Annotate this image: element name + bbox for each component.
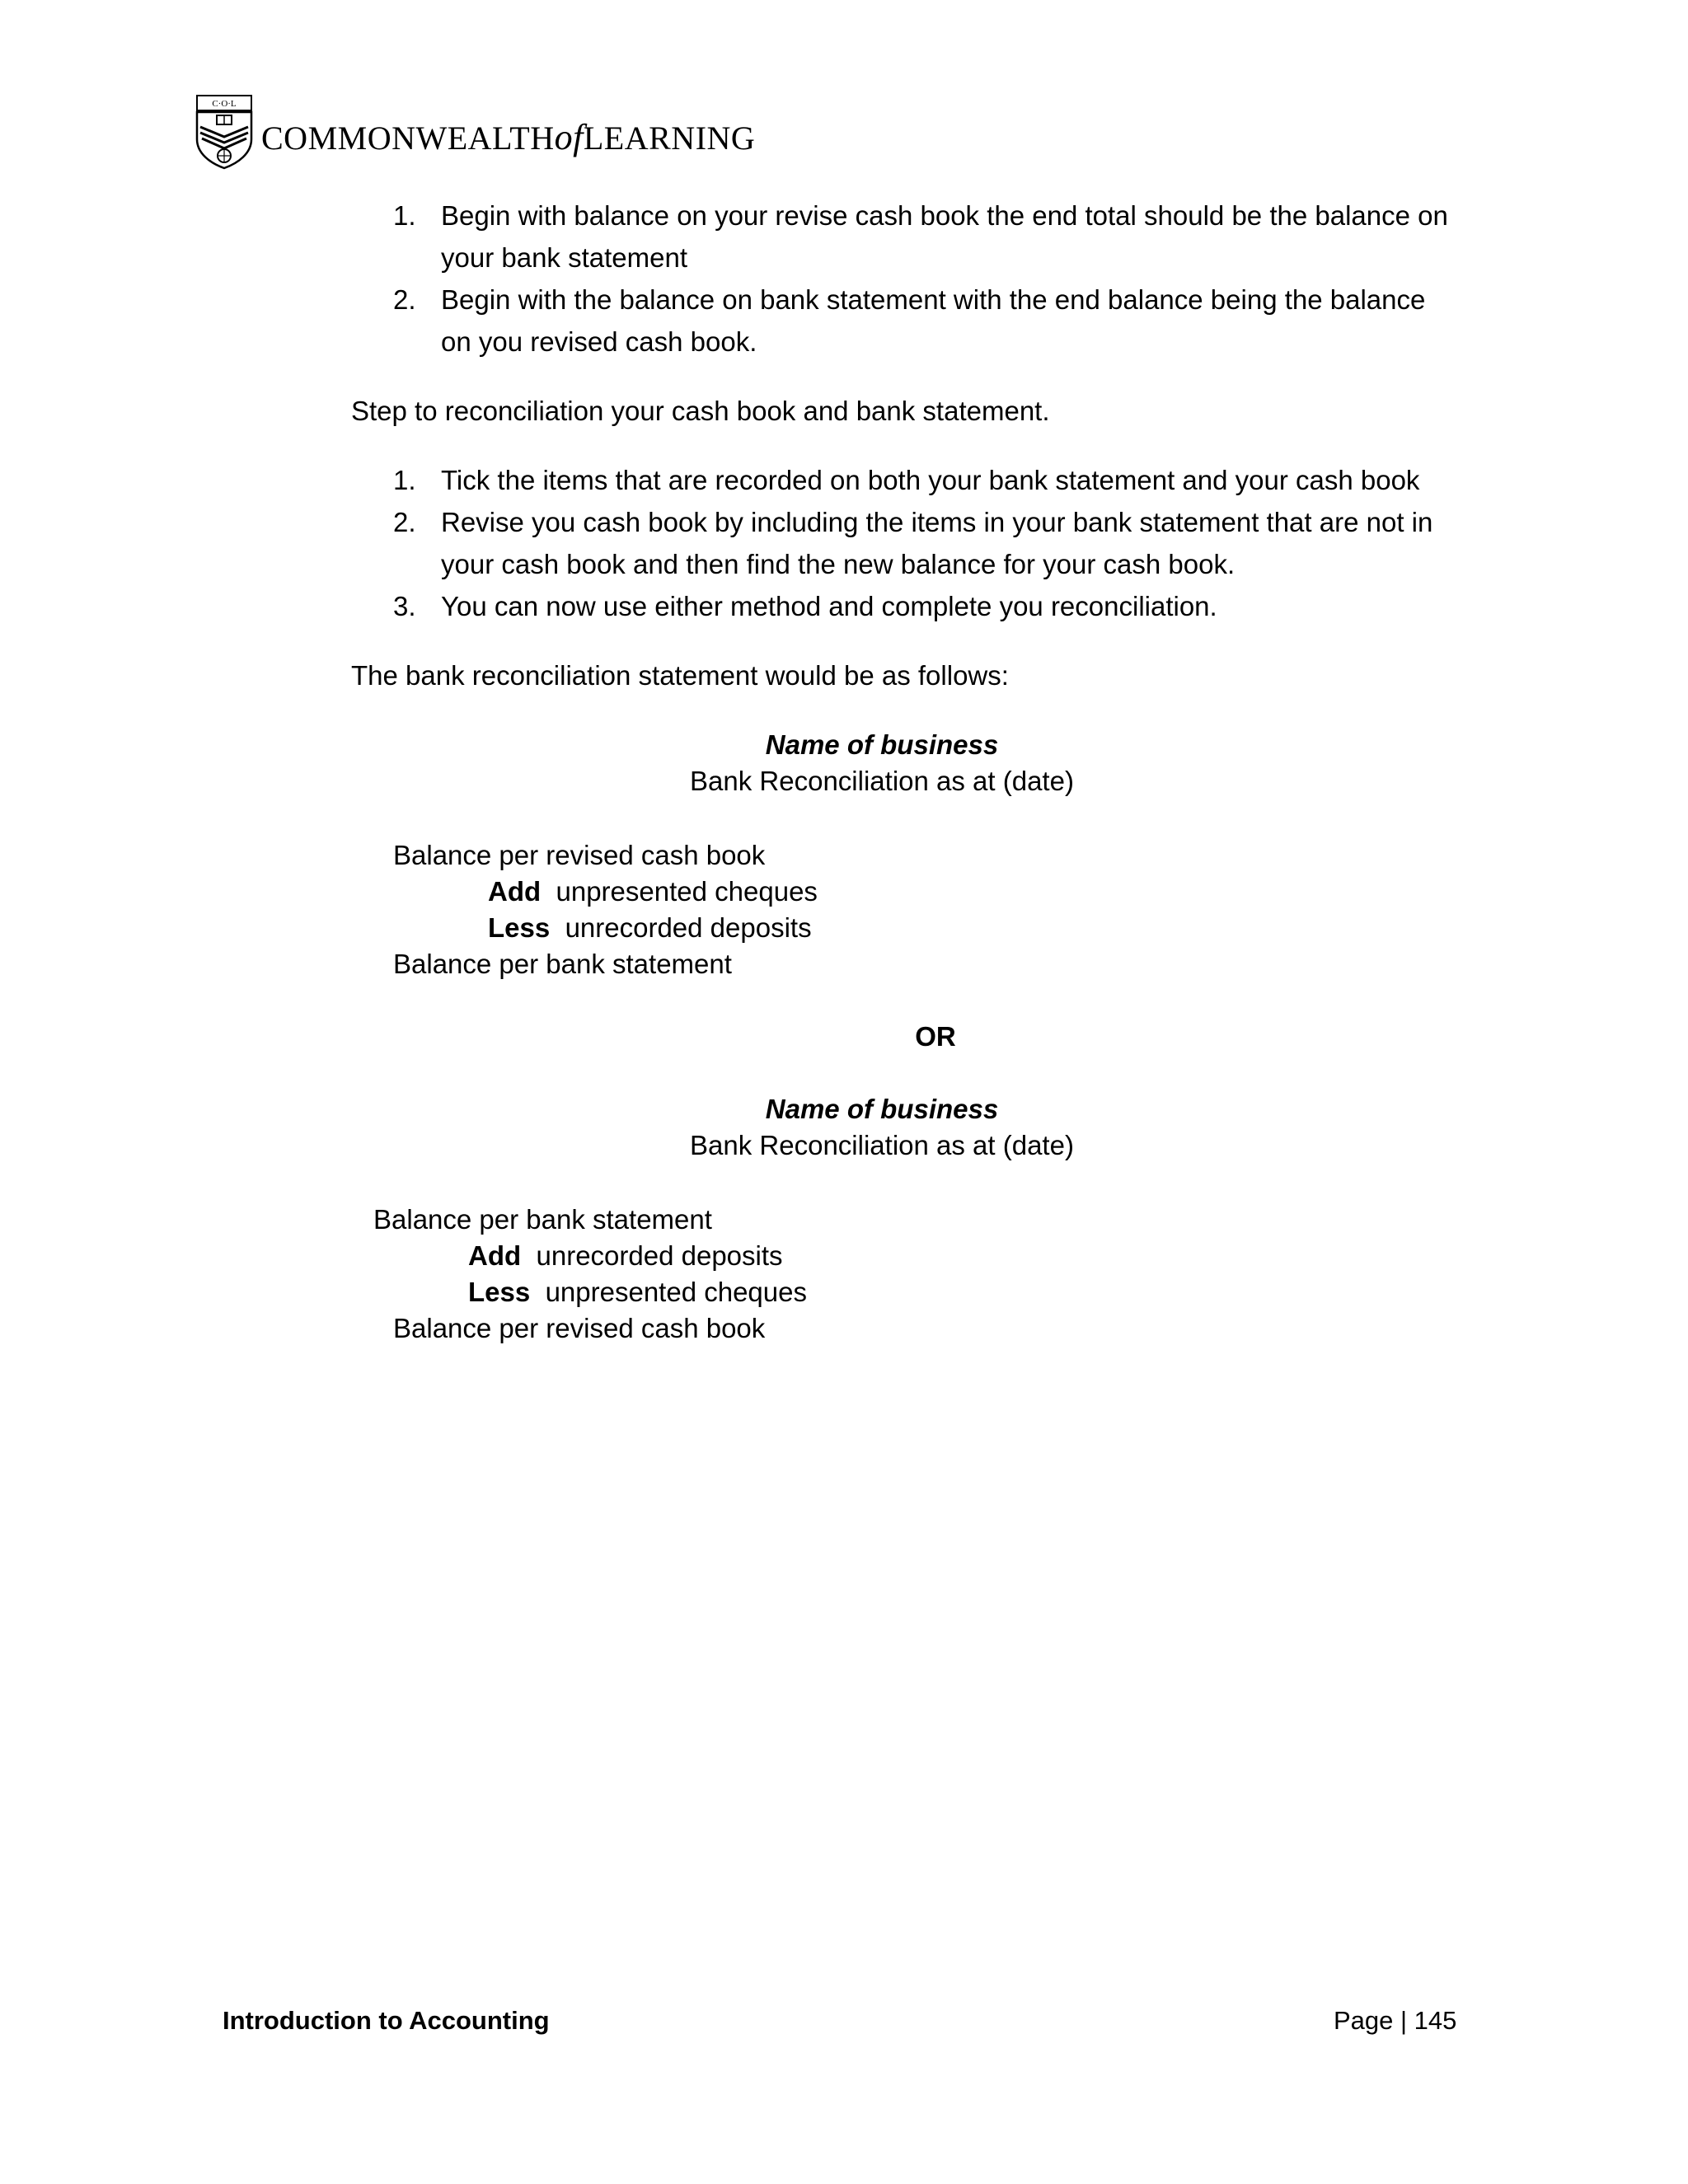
statement-1-business-name: Name of business [765, 729, 999, 760]
statement-1-less-line [488, 914, 812, 941]
step-2-line-2: your cash book and then find the new balance for your cash book. [441, 549, 1236, 579]
statement-2-add-line [468, 1242, 783, 1269]
step-1-number: 1. [393, 465, 416, 495]
method-2-number: 2. [393, 284, 416, 315]
statement-2-less-line [468, 1278, 807, 1305]
logo-word-commonwealth: COMMONWEALTH [261, 119, 555, 157]
statement-1-subtitle: Bank Reconciliation as at (date) [690, 766, 1074, 796]
statement-1-add-line [488, 878, 818, 905]
statement-2-less-label: Less [468, 1277, 531, 1307]
step-2-number: 2. [393, 507, 416, 537]
footer-page-number: Page | 145 [1334, 2006, 1457, 2035]
statement-1-add-text: unpresented cheques [556, 876, 818, 907]
statement-2-line-4: Balance per revised cash book [393, 1313, 766, 1343]
method-1-line-2: your bank statement [441, 242, 687, 273]
statement-1-add-label: Add [488, 876, 542, 907]
logo-word-learning: LEARNING [583, 119, 756, 157]
statement-2-line-1: Balance per bank statement [373, 1204, 712, 1235]
statement-2-add-text: unrecorded deposits [536, 1240, 783, 1271]
statement-2-subtitle: Bank Reconciliation as at (date) [690, 1130, 1074, 1160]
or-separator: OR [915, 1021, 956, 1052]
col-shield-icon [195, 94, 253, 170]
footer-title: Introduction to Accounting [223, 2006, 550, 2035]
step-3-number: 3. [393, 591, 416, 621]
statement-1-line-4: Balance per bank statement [393, 949, 732, 979]
statement-1-line-1: Balance per revised cash book [393, 840, 766, 870]
logo-word-of: of [554, 116, 584, 157]
step-2-line-1: Revise you cash book by including the items in your bank statement that are not in [441, 507, 1433, 537]
step-3-line-1: You can now use either method and complete you reconciliation. [441, 591, 1217, 621]
statement-1-less-text: unrecorded deposits [565, 912, 812, 943]
statement-intro: The bank reconciliation statement would be as follows: [351, 660, 1009, 691]
statement-2-business-name: Name of business [765, 1094, 999, 1124]
steps-intro: Step to reconciliation your cash book and bank statement. [351, 396, 1050, 426]
method-1-line-1: Begin with balance on your revise cash book the end total should be the balance on [441, 200, 1448, 231]
method-1-number: 1. [393, 200, 416, 231]
method-2-line-1: Begin with the balance on bank statement with the end balance being the balance [441, 284, 1426, 315]
statement-1-less-label: Less [488, 912, 551, 943]
method-2-line-2: on you revised cash book. [441, 326, 757, 357]
statement-2-add-label: Add [468, 1240, 522, 1271]
step-1-line-1: Tick the items that are recorded on both your bank statement and your cash book [441, 465, 1420, 495]
logo-wordmark [261, 116, 755, 158]
statement-2-less-text: unpresented cheques [545, 1277, 807, 1307]
col-logo [195, 94, 755, 170]
svg-text:C·O·L: C·O·L [212, 99, 237, 109]
